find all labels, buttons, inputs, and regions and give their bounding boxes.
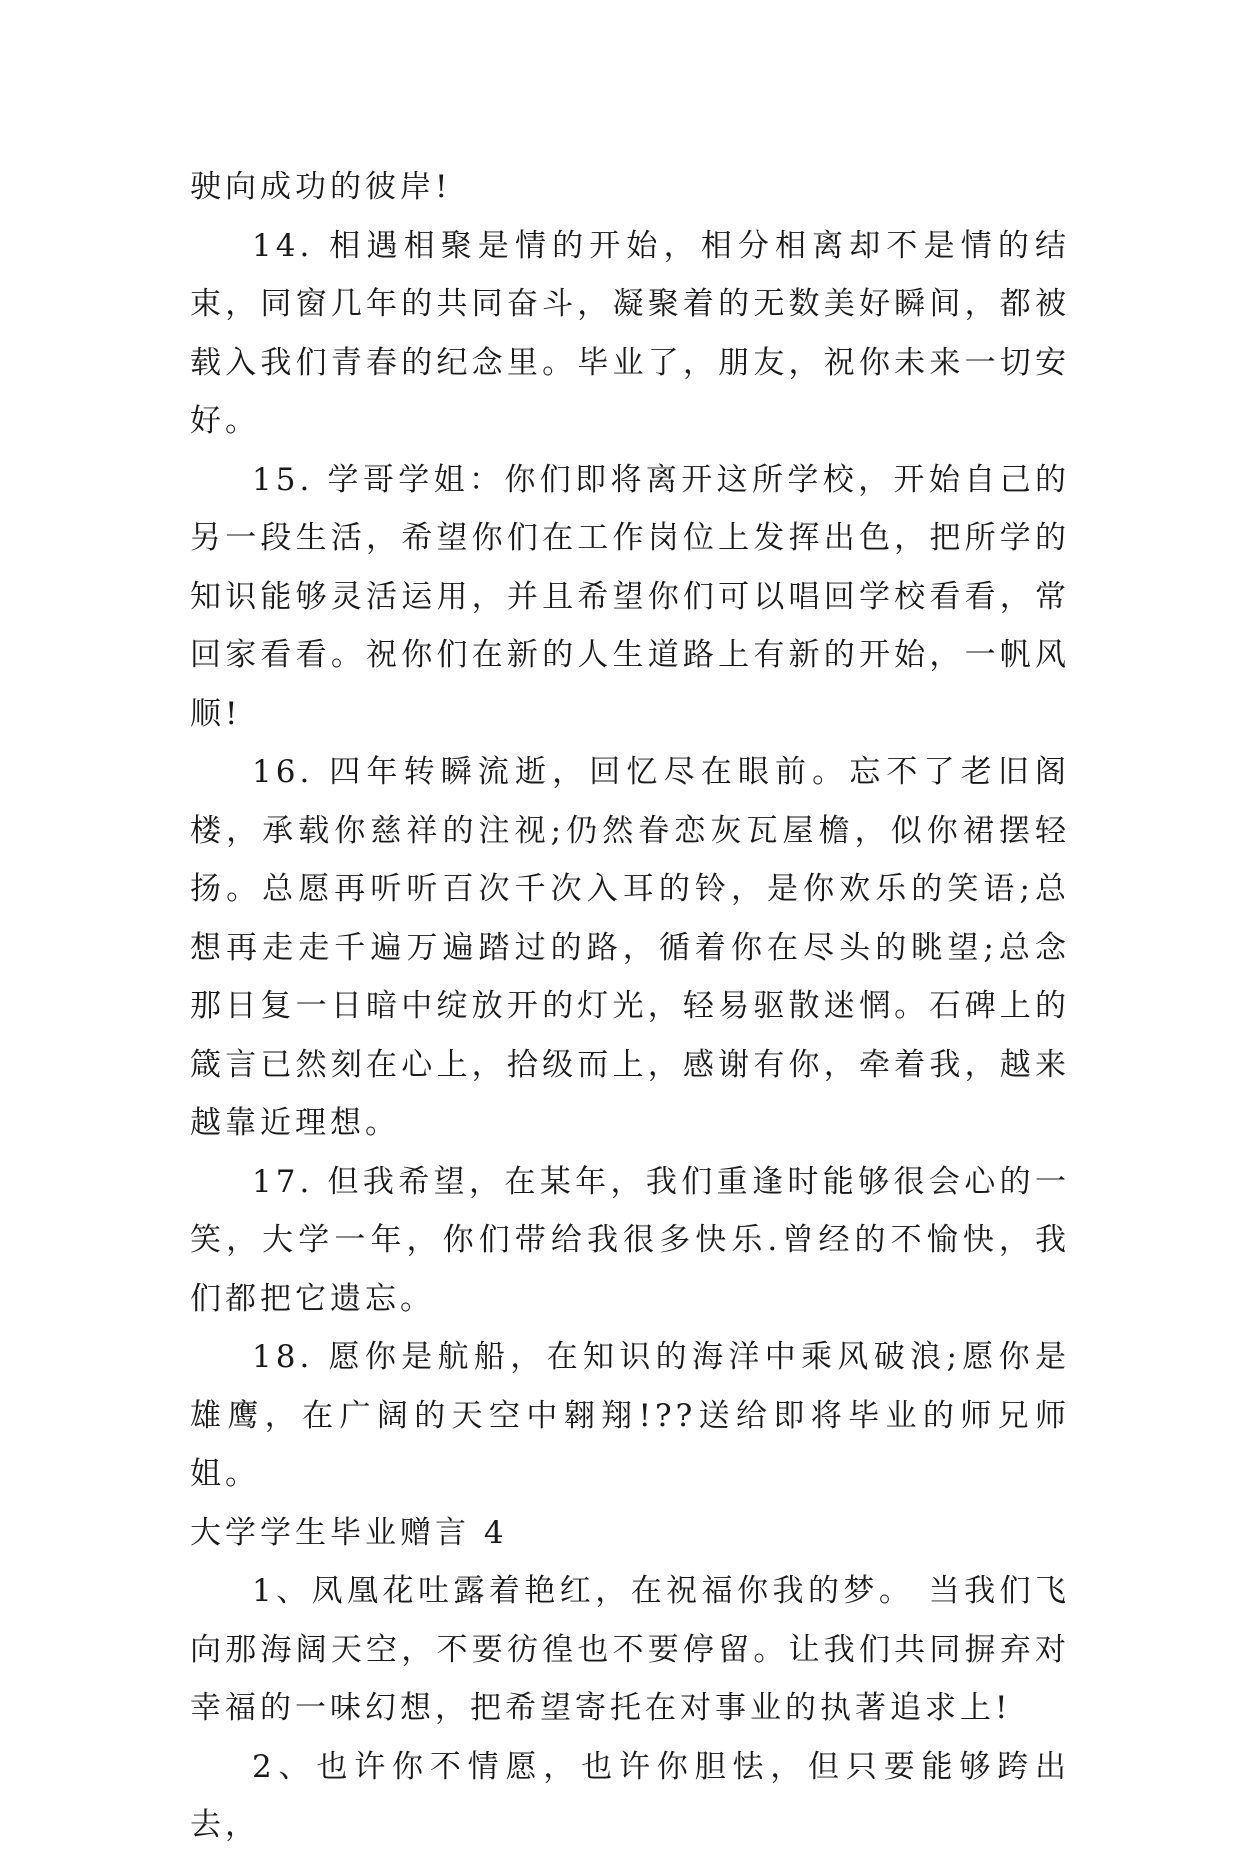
paragraph-continuation: 驶向成功的彼岸! [190,169,452,205]
paragraph-item-18: 18. 愿你是航船，在知识的海洋中乘风破浪;愿你是雄鹰，在广阔的天空中翱翔!??送给即将毕业的师兄师姐。 [190,1339,1070,1492]
paragraph-item-17: 17. 但我希望，在某年，我们重逢时能够很会心的一笑，大学一年，你们带给我很多快乐.曾经的不愉快，我们都把它遗忘。 [190,1163,1070,1317]
paragraph-item-1: 1、凤凰花吐露着艳红，在祝福你我的梦。 当我们飞向那海阔天空，不要彷徨也不要停留。让我们共同摒弃对幸福的一味幻想，把希望寄托在对事业的执著追求上! [190,1573,1070,1726]
paragraph-item-2: 2、也许你不情愿，也许你胆怯，但只要能够跨出去， [190,1748,1070,1843]
paragraph-item-14: 14. 相遇相聚是情的开始，相分相离却不是情的结束，同窗几年的共同奋斗，凝聚着的无数美好瞬间，都被载入我们青春的纪念里。毕业了，朋友，祝你未来一切安好。 [190,227,1070,439]
document-body [190,158,1070,1855]
paragraph-item-16: 16. 四年转瞬流逝，回忆尽在眼前。忘不了老旧阁楼，承载你慈祥的注视;仍然眷恋灰瓦屋檐，似你裙摆轻扬。总愿再听听百次千次入耳的铃，是你欢乐的笑语;总想再走走千遍万遍踏过的路，循着你在尽头的眺望;总念那日复一日暗中绽放开的灯光，轻易驱散迷惘。石碑上的箴言已然刻在心上，拾级而上，感谢有你，牵着我，越来越靠近理想。 [190,754,1070,1141]
paragraph-item-15: 15. 学哥学姐：你们即将离开这所学校，开始自己的另一段生活，希望你们在工作岗位上发挥出色，把所学的知识能够灵活运用，并且希望你们可以唱回学校看看，常回家看看。祝你们在新的人生道路上有新的开始，一帆风顺! [190,461,1070,732]
section-heading: 大学学生毕业赠言 4 [190,1514,508,1551]
